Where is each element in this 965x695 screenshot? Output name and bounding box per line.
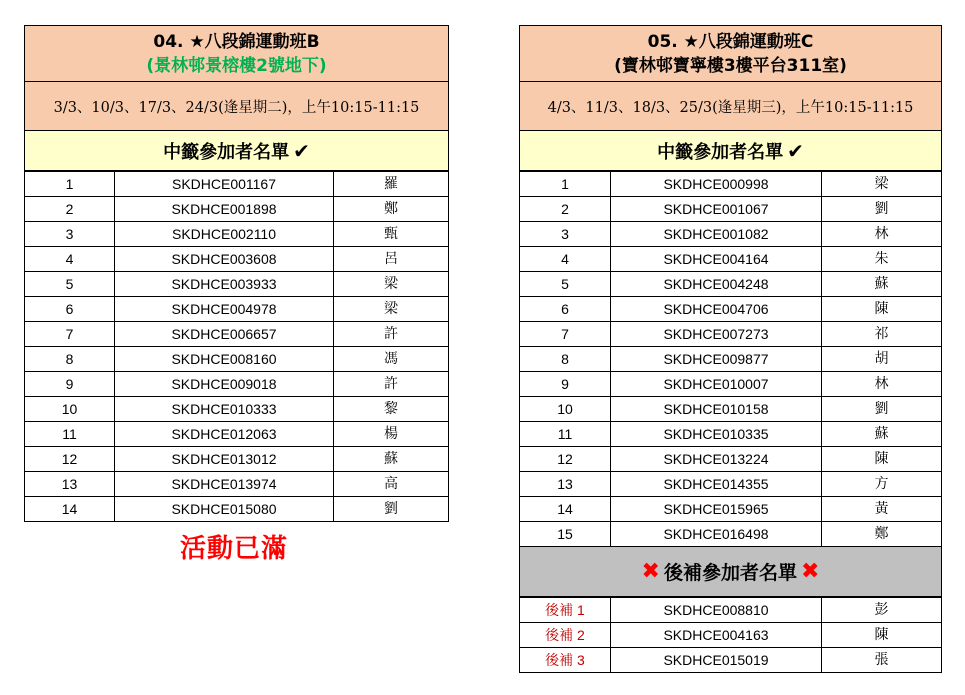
member-surname: 林 bbox=[822, 222, 942, 247]
member-id: SKDHCE001898 bbox=[115, 197, 334, 222]
row-number: 7 bbox=[25, 322, 115, 347]
table-row bbox=[25, 422, 449, 447]
panel-class-b bbox=[24, 25, 449, 522]
member-id: SKDHCE009018 bbox=[115, 372, 334, 397]
member-id: SKDHCE010335 bbox=[611, 422, 822, 447]
class-full-notice: 活動已滿 bbox=[180, 534, 289, 564]
class-b-list-header bbox=[24, 131, 449, 171]
table-row bbox=[25, 172, 449, 197]
list-header-label: 中籤參加者名單 bbox=[163, 141, 290, 163]
class-b-title-box bbox=[24, 25, 449, 82]
member-surname: 許 bbox=[334, 372, 449, 397]
member-id: SKDHCE015080 bbox=[115, 497, 334, 522]
row-number: 12 bbox=[25, 447, 115, 472]
row-number: 11 bbox=[520, 422, 611, 447]
table-row bbox=[520, 397, 942, 422]
table-row bbox=[25, 472, 449, 497]
member-surname: 劉 bbox=[822, 397, 942, 422]
class-c-title: 05. ★八段錦運動班C bbox=[647, 31, 814, 52]
class-c-waitlist-header bbox=[519, 547, 942, 597]
member-id: SKDHCE014355 bbox=[611, 472, 822, 497]
row-number: 9 bbox=[520, 372, 611, 397]
member-surname: 黃 bbox=[822, 497, 942, 522]
class-c-dates: 4/3、11/3、18/3、25/3(逢星期三)，上午10:15-11:15 bbox=[519, 82, 942, 131]
member-id: SKDHCE010158 bbox=[611, 397, 822, 422]
class-c-participant-table bbox=[519, 171, 942, 547]
member-surname: 方 bbox=[822, 472, 942, 497]
table-row bbox=[25, 397, 449, 422]
member-surname: 蘇 bbox=[822, 422, 942, 447]
member-surname: 梁 bbox=[334, 297, 449, 322]
table-row bbox=[520, 522, 942, 547]
member-surname: 羅 bbox=[334, 172, 449, 197]
member-surname: 陳 bbox=[822, 447, 942, 472]
member-surname: 林 bbox=[822, 372, 942, 397]
row-number: 後補 3 bbox=[520, 648, 611, 673]
table-row bbox=[520, 472, 942, 497]
member-surname: 陳 bbox=[822, 297, 942, 322]
member-id: SKDHCE008810 bbox=[611, 598, 822, 623]
table-row bbox=[25, 447, 449, 472]
member-surname: 胡 bbox=[822, 347, 942, 372]
row-number: 5 bbox=[520, 272, 611, 297]
checkmark-icon: ✔ bbox=[787, 138, 804, 163]
member-id: SKDHCE001067 bbox=[611, 197, 822, 222]
table-row bbox=[520, 497, 942, 522]
table-row bbox=[25, 272, 449, 297]
member-surname: 蘇 bbox=[334, 447, 449, 472]
member-id: SKDHCE010007 bbox=[611, 372, 822, 397]
row-number: 8 bbox=[520, 347, 611, 372]
member-id: SKDHCE004163 bbox=[611, 623, 822, 648]
row-number: 10 bbox=[520, 397, 611, 422]
member-surname: 梁 bbox=[822, 172, 942, 197]
row-number: 2 bbox=[25, 197, 115, 222]
row-number: 12 bbox=[520, 447, 611, 472]
member-id: SKDHCE004164 bbox=[611, 247, 822, 272]
row-number: 13 bbox=[25, 472, 115, 497]
class-b-participant-table bbox=[24, 171, 449, 522]
member-id: SKDHCE008160 bbox=[115, 347, 334, 372]
table-row bbox=[520, 447, 942, 472]
row-number: 6 bbox=[520, 297, 611, 322]
list-header-label: 中籤參加者名單 bbox=[657, 141, 784, 163]
row-number: 8 bbox=[25, 347, 115, 372]
member-id: SKDHCE013012 bbox=[115, 447, 334, 472]
row-number: 3 bbox=[520, 222, 611, 247]
member-id: SKDHCE007273 bbox=[611, 322, 822, 347]
table-row bbox=[25, 222, 449, 247]
waitlist-row bbox=[520, 623, 942, 648]
member-surname: 劉 bbox=[334, 497, 449, 522]
table-row bbox=[25, 247, 449, 272]
row-number: 15 bbox=[520, 522, 611, 547]
member-id: SKDHCE002110 bbox=[115, 222, 334, 247]
member-id: SKDHCE010333 bbox=[115, 397, 334, 422]
member-surname: 黎 bbox=[334, 397, 449, 422]
member-surname: 鄭 bbox=[822, 522, 942, 547]
table-row bbox=[520, 372, 942, 397]
member-id: SKDHCE003608 bbox=[115, 247, 334, 272]
row-number: 7 bbox=[520, 322, 611, 347]
member-surname: 祁 bbox=[822, 322, 942, 347]
member-id: SKDHCE013224 bbox=[611, 447, 822, 472]
cross-icon: ✖ bbox=[641, 559, 660, 584]
row-number: 10 bbox=[25, 397, 115, 422]
table-row bbox=[520, 322, 942, 347]
panel-class-c bbox=[519, 25, 942, 673]
member-id: SKDHCE013974 bbox=[115, 472, 334, 497]
member-id: SKDHCE012063 bbox=[115, 422, 334, 447]
member-id: SKDHCE001167 bbox=[115, 172, 334, 197]
member-surname: 許 bbox=[334, 322, 449, 347]
member-id: SKDHCE004706 bbox=[611, 297, 822, 322]
row-number: 4 bbox=[520, 247, 611, 272]
class-c-list-header bbox=[519, 131, 942, 171]
member-id: SKDHCE016498 bbox=[611, 522, 822, 547]
member-id: SKDHCE004978 bbox=[115, 297, 334, 322]
member-surname: 陳 bbox=[822, 623, 942, 648]
table-row bbox=[25, 322, 449, 347]
member-id: SKDHCE009877 bbox=[611, 347, 822, 372]
table-row bbox=[520, 297, 942, 322]
table-row bbox=[520, 172, 942, 197]
class-b-title: 04. ★八段錦運動班B bbox=[153, 31, 320, 52]
member-surname: 馮 bbox=[334, 347, 449, 372]
row-number: 後補 2 bbox=[520, 623, 611, 648]
class-b-dates: 3/3、10/3、17/3、24/3(逢星期二)，上午10:15-11:15 bbox=[24, 82, 449, 131]
class-c-location: (寶林邨寶寧樓3樓平台311室) bbox=[614, 55, 847, 76]
member-id: SKDHCE001082 bbox=[611, 222, 822, 247]
row-number: 3 bbox=[25, 222, 115, 247]
row-number: 14 bbox=[25, 497, 115, 522]
checkmark-icon: ✔ bbox=[293, 138, 310, 163]
row-number: 1 bbox=[25, 172, 115, 197]
waitlist-row bbox=[520, 598, 942, 623]
row-number: 13 bbox=[520, 472, 611, 497]
row-number: 後補 1 bbox=[520, 598, 611, 623]
member-id: SKDHCE015965 bbox=[611, 497, 822, 522]
member-surname: 蘇 bbox=[822, 272, 942, 297]
table-row bbox=[520, 222, 942, 247]
table-row bbox=[520, 197, 942, 222]
member-id: SKDHCE000998 bbox=[611, 172, 822, 197]
member-id: SKDHCE015019 bbox=[611, 648, 822, 673]
class-c-waitlist-table bbox=[519, 597, 942, 673]
member-surname: 楊 bbox=[334, 422, 449, 447]
waitlist-header-label: 後補參加者名單 bbox=[663, 562, 797, 584]
table-row bbox=[25, 297, 449, 322]
member-surname: 高 bbox=[334, 472, 449, 497]
class-c-title-box bbox=[519, 25, 942, 82]
table-row bbox=[520, 272, 942, 297]
member-surname: 朱 bbox=[822, 247, 942, 272]
member-surname: 梁 bbox=[334, 272, 449, 297]
member-surname: 張 bbox=[822, 648, 942, 673]
table-row bbox=[25, 497, 449, 522]
waitlist-row bbox=[520, 648, 942, 673]
row-number: 14 bbox=[520, 497, 611, 522]
member-surname: 劉 bbox=[822, 197, 942, 222]
cross-icon: ✖ bbox=[801, 559, 820, 584]
table-row bbox=[25, 197, 449, 222]
table-row bbox=[520, 422, 942, 447]
table-row bbox=[520, 247, 942, 272]
table-row bbox=[520, 347, 942, 372]
member-id: SKDHCE006657 bbox=[115, 322, 334, 347]
table-row bbox=[25, 372, 449, 397]
member-surname: 鄭 bbox=[334, 197, 449, 222]
member-id: SKDHCE004248 bbox=[611, 272, 822, 297]
member-surname: 呂 bbox=[334, 247, 449, 272]
row-number: 6 bbox=[25, 297, 115, 322]
row-number: 11 bbox=[25, 422, 115, 447]
member-surname: 甄 bbox=[334, 222, 449, 247]
table-row bbox=[25, 347, 449, 372]
member-id: SKDHCE003933 bbox=[115, 272, 334, 297]
row-number: 1 bbox=[520, 172, 611, 197]
member-surname: 彭 bbox=[822, 598, 942, 623]
class-b-location: (景林邨景榕樓2號地下) bbox=[146, 55, 327, 76]
row-number: 9 bbox=[25, 372, 115, 397]
row-number: 4 bbox=[25, 247, 115, 272]
row-number: 5 bbox=[25, 272, 115, 297]
row-number: 2 bbox=[520, 197, 611, 222]
